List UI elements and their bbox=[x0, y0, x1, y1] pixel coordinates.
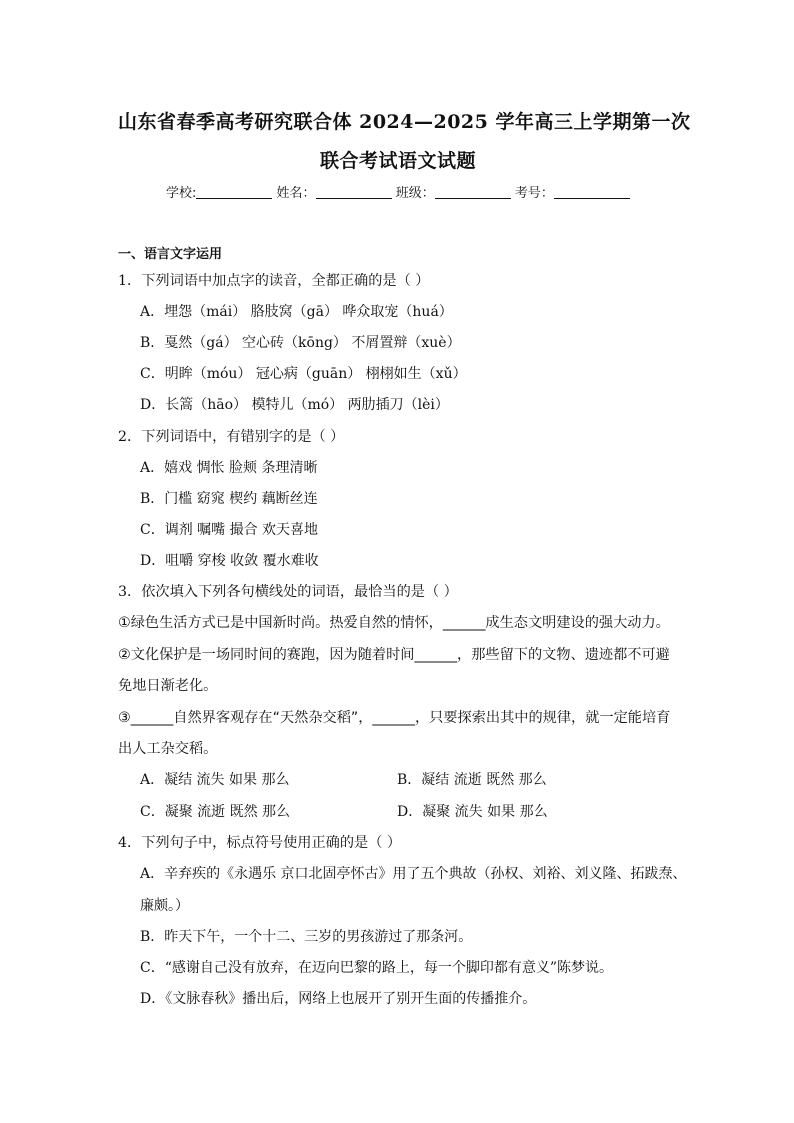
q1-option-b: B．戛然（gá） 空心砖（kōng） 不屑置辩（xuè） bbox=[140, 335, 461, 351]
student-info-row bbox=[166, 182, 630, 201]
school-label: 学校: bbox=[166, 186, 197, 201]
q1-option-c: C．明眸（móu） 冠心病（guān） 栩栩如生（xǔ） bbox=[140, 366, 467, 382]
q4-option-a-line2: 廉颇。） bbox=[140, 898, 189, 914]
exam-no-label: 考号： bbox=[514, 186, 554, 201]
q3-sentence-1: ①绿色生活方式已是中国新时尚。热爱自然的情怀，______成生态文明建设的强大动力。 bbox=[118, 615, 670, 631]
exam-title-line2: 联合考试语文试题 bbox=[320, 150, 477, 172]
exam-no-blank bbox=[554, 185, 630, 199]
q2-stem: 2．下列词语中，有错别字的是（ ） bbox=[118, 429, 345, 445]
q4-option-b: B．昨天下午，一个十二、三岁的男孩游过了那条河。 bbox=[140, 929, 473, 945]
q2-option-d: D．咀嚼 穿梭 收敛 覆水难收 bbox=[140, 553, 319, 569]
q1-option-d: D．长篙（hāo） 模特儿（mó） 两肋插刀（lèi） bbox=[140, 397, 449, 413]
section-heading: 一、语言文字运用 bbox=[118, 247, 223, 262]
q4-option-c: C．“感谢自己没有放弃，在迈向巴黎的路上，每一个脚印都有意义”陈梦说。 bbox=[140, 960, 614, 976]
exam-title-line1: 山东省春季高考研究联合体 2024—2025 学年高三上学期第一次 bbox=[118, 111, 691, 133]
q3-option-c: C．凝聚 流逝 既然 那么 bbox=[140, 804, 291, 820]
q3-sentence-2-line1: ②文化保护是一场同时间的赛跑，因为随着时间______，那些留下的文物、遗迹都不可避 bbox=[118, 647, 670, 663]
q4-option-a-line1: A．辛弃疾的《永遇乐 京口北固亭怀古》用了五个典故（孙权、刘裕、刘义隆、拓跋焘、 bbox=[140, 866, 687, 882]
name-blank bbox=[316, 185, 392, 199]
q3-stem: 3．依次填入下列各句横线处的词语，最恰当的是（ ） bbox=[118, 584, 458, 600]
q1-option-a: A．埋怨（mái） 胳肢窝（gā） 哗众取宠（huá） bbox=[140, 304, 453, 320]
q3-sentence-3-line2: 出人工杂交稻。 bbox=[118, 741, 218, 757]
q2-option-c: C．调剂 嘱嘴 撮合 欢天喜地 bbox=[140, 522, 319, 538]
q4-stem: 4．下列句子中，标点符号使用正确的是（ ） bbox=[118, 835, 402, 851]
q1-stem: 1．下列词语中加点字的读音，全都正确的是（ ） bbox=[118, 273, 430, 289]
q2-option-a: A．嬉戏 惆怅 脸颊 条理清晰 bbox=[140, 460, 318, 476]
q3-sentence-2-line2: 免地日渐老化。 bbox=[118, 678, 218, 694]
school-blank bbox=[196, 185, 272, 199]
class-blank bbox=[435, 185, 511, 199]
class-label: 班级： bbox=[395, 186, 435, 201]
q3-sentence-3-line1: ③______自然界客观存在“天然杂交稻”，______，只要探索出其中的规律，就一定能培育 bbox=[118, 710, 671, 726]
q4-option-d: D．《文脉春秋》播出后，网络上也展开了别开生面的传播推介。 bbox=[140, 991, 537, 1007]
q3-option-b: B．凝结 流逝 既然 那么 bbox=[397, 772, 547, 788]
q3-option-a: A．凝结 流失 如果 那么 bbox=[140, 772, 290, 788]
q3-option-d: D．凝聚 流失 如果 那么 bbox=[397, 804, 548, 820]
name-label: 姓名： bbox=[276, 186, 316, 201]
q2-option-b: B．门槛 窈窕 楔约 藕断丝连 bbox=[140, 491, 318, 507]
